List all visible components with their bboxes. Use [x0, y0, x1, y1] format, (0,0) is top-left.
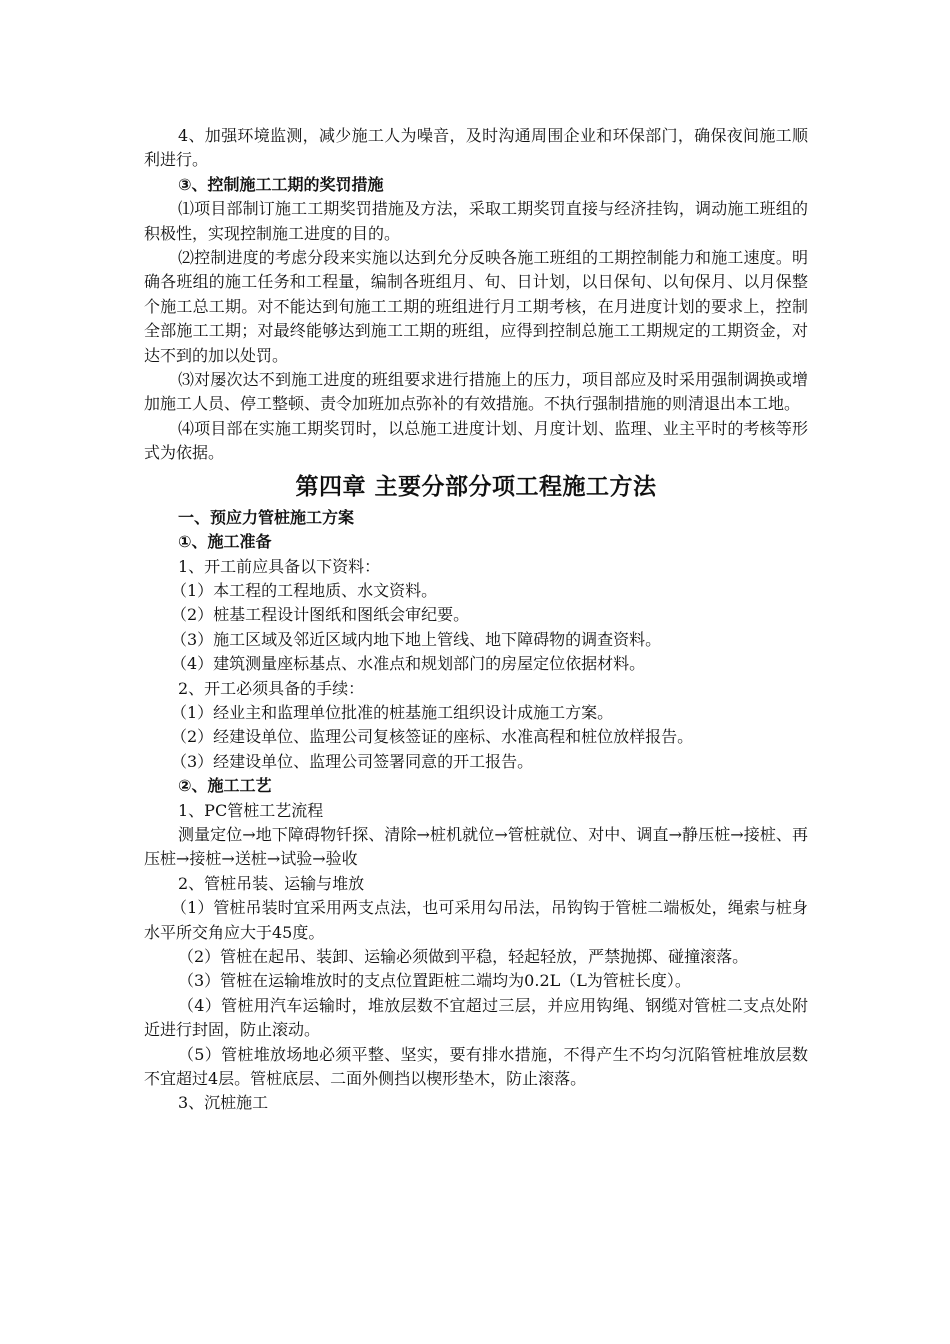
paragraph: （4）管桩用汽车运输时，堆放层数不宜超过三层，并应用钩绳、钢缆对管桩二支点处附近进行封固，防止滚动。	[144, 995, 808, 1040]
paragraph: 1、开工前应具备以下资料：	[178, 556, 381, 576]
paragraph: （1）管桩吊装时宜采用两支点法，也可采用勾吊法，吊钩钩于管桩二端板处，绳索与桩身水平所交角应大于45度。	[144, 898, 808, 942]
paragraph: （2）经建设单位、监理公司复核签证的座标、水准高程和桩位放样报告。	[171, 727, 694, 747]
paragraph: 3、沉桩施工	[178, 1093, 269, 1113]
paragraph: （3）经建设单位、监理公司签署同意的开工报告。	[171, 751, 534, 771]
paragraph: （3）管桩在运输堆放时的支点位置距桩二端均为0.2L（L为管桩长度）。	[178, 971, 691, 991]
paragraph: 4、加强环境监测，减少施工人为噪音，及时沟通周围企业和环保部门，确保夜间施工顺利进行。	[144, 126, 808, 170]
chapter-heading: 第四章 主要分部分项工程施工方法	[295, 473, 657, 500]
paragraph: （4）建筑测量座标基点、水准点和规划部门的房屋定位依据材料。	[171, 654, 646, 674]
paragraph: 2、管桩吊装、运输与堆放	[178, 873, 365, 893]
paragraph: （2）管桩在起吊、装卸、运输必须做到平稳，轻起轻放，严禁抛掷、碰撞滚落。	[178, 947, 749, 966]
paragraph: （1）经业主和监理单位批准的桩基施工组织设计成施工方案。	[171, 702, 614, 722]
paragraph: （2）桩基工程设计图纸和图纸会审纪要。	[171, 605, 470, 625]
paragraph: ⑶对屡次达不到施工进度的班组要求进行措施上的压力，项目部应及时采用强制调换或增加施工人员、停工整顿、责令加班加点弥补的有效措施。不执行强制措施的则清退出本工地。	[144, 370, 808, 414]
document-body	[144, 124, 808, 1116]
paragraph: ⑷项目部在实施工期奖罚时，以总施工进度计划、月度计划、监理、业主平时的考核等形式为依据。	[144, 418, 808, 463]
paragraph: （1）本工程的工程地质、水文资料。	[171, 580, 438, 600]
paragraph: 测量定位→地下障碍物钎探、清除→桩机就位→管桩就位、对中、调直→静压桩→接桩、再压桩→接桩→送桩→试验→验收	[144, 824, 808, 869]
paragraph: 2、开工必须具备的手续：	[178, 678, 365, 698]
paragraph: ⑴项目部制订施工工期奖罚措施及方法，采取工期奖罚直接与经济挂钩，调动施工班组的积极性，实现控制施工进度的目的。	[144, 199, 808, 243]
section-heading: ①、施工准备	[178, 532, 272, 552]
paragraph: （3）施工区域及邻近区域内地下地上管线、地下障碍物的调查资料。	[171, 629, 662, 649]
section-heading: 一、预应力管桩施工方案	[178, 507, 355, 527]
paragraph: （5）管桩堆放场地必须平整、坚实，要有排水措施，不得产生不均匀沉陷管桩堆放层数不宜超过4层。管桩底层、二面外侧挡以楔形垫木，防止滚落。	[144, 1044, 808, 1089]
paragraph: ⑵控制进度的考虑分段来实施以达到允分反映各施工班组的工期控制能力和施工速度。明确各班组的施工任务和工程量，编制各班组月、旬、日计划，以日保旬、以旬保月、以月保整个施工总工期。对不能达到旬施工工期的班组进行月工期考核，在月进度计划的要求上，控制全部施工工期；对最终能够达到施工工期的班组，应得到控制总施工工期规定的工期资金，对达不到的加以处罚。	[144, 248, 808, 365]
section-heading: ②、施工工艺	[178, 776, 272, 796]
section-heading: ③、控制施工工期的奖罚措施	[178, 174, 384, 194]
paragraph: 1、PC管桩工艺流程	[178, 800, 324, 820]
